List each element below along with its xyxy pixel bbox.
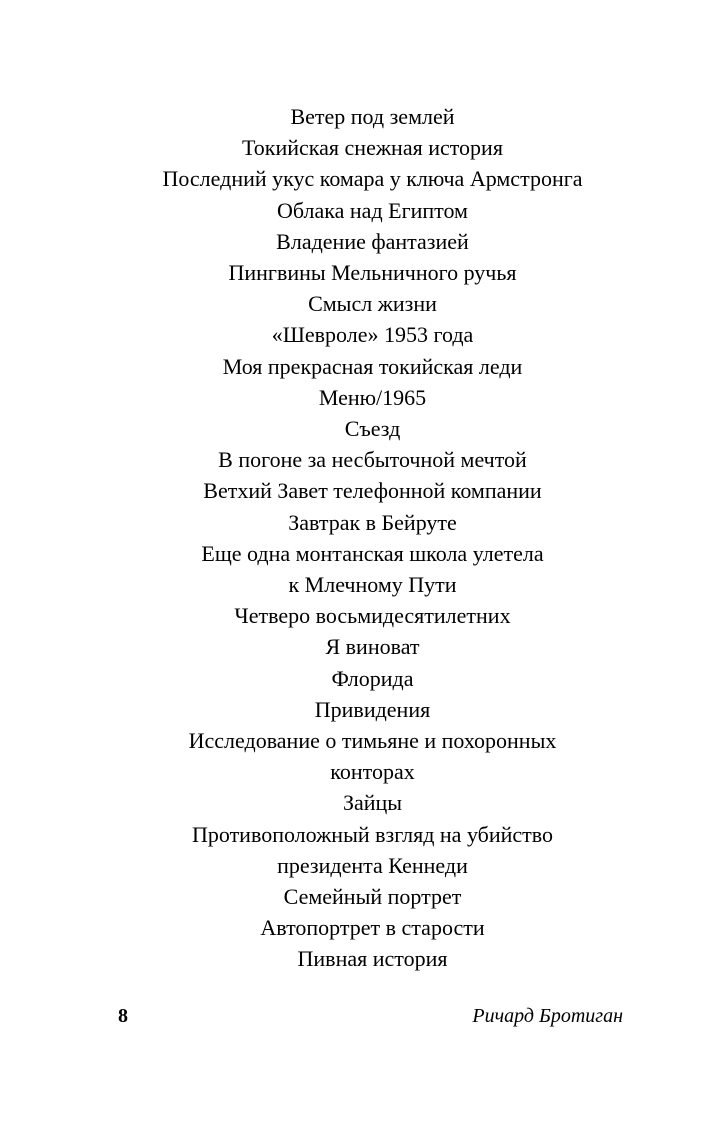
contents-entry: Владение фантазией xyxy=(276,228,469,254)
page-number: 8 xyxy=(118,1005,128,1027)
contents-entry: Еще одна монтанская школа улетела xyxy=(201,540,544,566)
contents-entry: Пивная история xyxy=(297,946,448,972)
contents-entry: Четверо восьмидесятилетних xyxy=(234,603,511,629)
table-of-contents xyxy=(60,101,685,975)
contents-entry: Привидения xyxy=(314,696,431,722)
contents-entry: В погоне за несбыточной мечтой xyxy=(218,447,527,473)
contents-entry: президента Кеннеди xyxy=(277,852,468,878)
contents-entry: Смысл жизни xyxy=(308,291,437,317)
contents-entry: Меню/1965 xyxy=(318,384,427,410)
contents-entry: Облака над Египтом xyxy=(277,197,468,223)
contents-entry: конторах xyxy=(330,759,415,785)
contents-entry: Семейный портрет xyxy=(283,884,462,910)
contents-entry: Токийская снежная история xyxy=(242,135,503,161)
contents-entry: Автопортрет в старости xyxy=(260,915,485,941)
contents-entry: Моя прекрасная токийская леди xyxy=(222,353,523,379)
page-footer xyxy=(118,1001,623,1031)
running-author: Ричард Бротиган xyxy=(472,1005,623,1027)
contents-entry: Исследование о тимьяне и похоронных xyxy=(188,728,557,754)
contents-entry: к Млечному Пути xyxy=(288,572,457,598)
contents-entry: Завтрак в Бейруте xyxy=(288,509,457,535)
contents-entry: Ветхий Завет телефонной компании xyxy=(203,478,542,504)
contents-entry: Зайцы xyxy=(342,790,403,816)
contents-entry: Я виноват xyxy=(325,634,420,660)
contents-entry: Съезд xyxy=(344,416,401,442)
contents-entry: Противоположный взгляд на убийство xyxy=(191,821,554,847)
contents-entry: Флорида xyxy=(331,665,414,691)
contents-entry: Пингвины Мельничного ручья xyxy=(228,260,517,286)
contents-entry: Ветер под землей xyxy=(290,104,455,129)
contents-entry: «Шевроле» 1953 года xyxy=(271,322,474,348)
contents-entry: Последний укус комара у ключа Армстронга xyxy=(162,166,583,192)
